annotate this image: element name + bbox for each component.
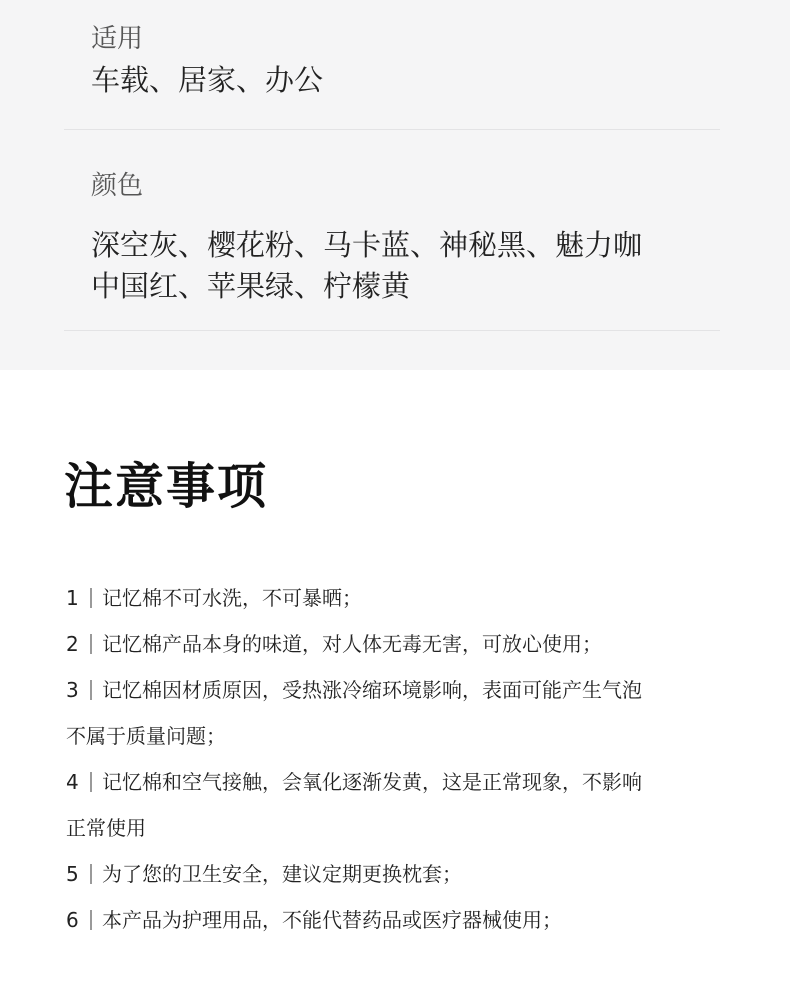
note-separator [90,680,92,700]
note-item [66,759,756,851]
note-item [66,897,756,943]
note-text-continued: 正常使用 [66,816,146,840]
section-divider [64,330,720,331]
colors-value-line-2: 中国红、苹果绿、柠檬黄 [91,269,411,303]
note-separator [90,910,92,930]
usage-section [91,24,731,101]
usage-label: 适用 [91,24,144,54]
note-number: 6 [66,908,79,932]
note-item [66,575,756,621]
note-separator [90,588,92,608]
note-number: 4 [66,770,79,794]
note-separator [90,772,92,792]
colors-section [91,171,731,307]
note-text: 本产品为护理用品，不能代替药品或医疗器械使用； [102,908,562,932]
note-item [66,667,756,759]
colors-label: 颜色 [91,171,144,201]
colors-value-line-1: 深空灰、樱花粉、马卡蓝、神秘黑、魅力咖 [91,228,643,262]
note-text: 记忆棉和空气接触，会氧化逐渐发黄，这是正常现象，不影响 [102,770,642,794]
notes-list [66,575,756,943]
note-separator [90,864,92,884]
note-separator [90,634,92,654]
note-number: 2 [66,632,79,656]
note-text: 记忆棉不可水洗，不可暴晒； [102,586,362,610]
spec-panel [0,0,790,370]
note-text: 记忆棉产品本身的味道，对人体无毒无害，可放心使用； [102,632,602,656]
note-item [66,851,756,897]
note-text: 为了您的卫生安全，建议定期更换枕套； [102,862,462,886]
section-divider [64,129,720,130]
note-number: 5 [66,862,79,886]
usage-value: 车载、居家、办公 [91,63,324,97]
note-text: 记忆棉因材质原因，受热涨冷缩环境影响，表面可能产生气泡 [102,678,642,702]
note-number: 1 [66,586,79,610]
note-number: 3 [66,678,79,702]
notes-title: 注意事项 [64,458,269,515]
note-item [66,621,756,667]
note-text-continued: 不属于质量问题； [66,724,226,748]
